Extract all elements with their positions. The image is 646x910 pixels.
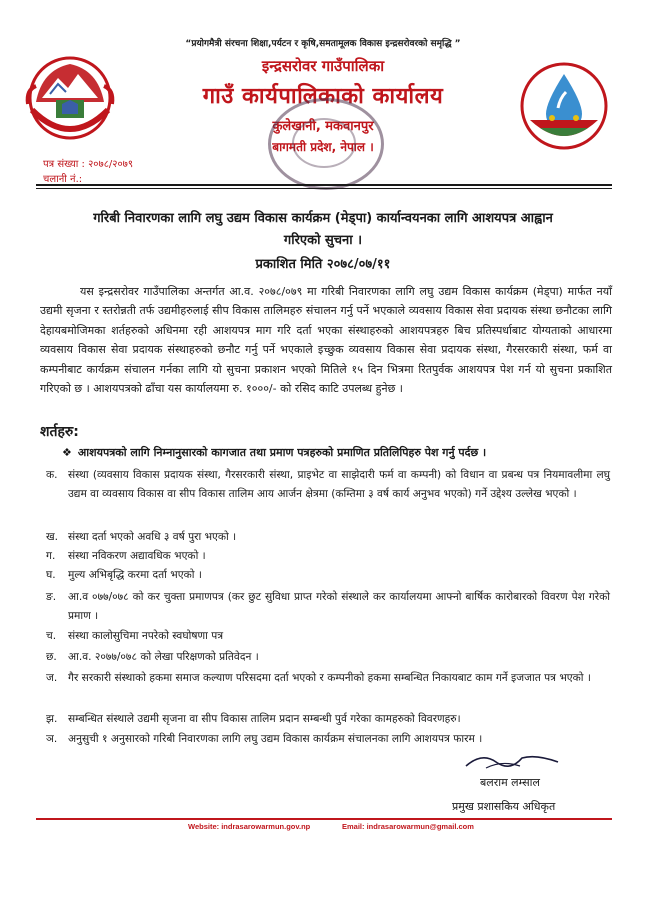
conditions-lead-text: आशयपत्रको लागि निम्नानुसारको कागजात तथा प्रमाण पत्रहरुको प्रमाणित प्रतिलिपिहरु पेश गर्नु पर्दछ । <box>77 446 487 459</box>
condition-text: अनुसुची १ अनुसारको गरिबी निवारणका लागि लघु उद्यम विकास कार्यक्रम संचालनका लागि आशयपत्र फारम । <box>68 733 483 745</box>
condition-item <box>46 566 610 585</box>
condition-text: संस्था कालोसुचिमा नपरेको स्वघोषणा पत्र <box>68 630 224 642</box>
footer-website: Website: indrasarowarmun.gov.np <box>188 822 311 831</box>
condition-label: ग. <box>46 550 56 562</box>
dispatch-number: चलानी नं.: <box>43 174 83 185</box>
header-divider <box>36 184 612 186</box>
condition-item <box>46 627 610 646</box>
condition-label: झ. <box>46 713 58 725</box>
published-date: प्रकाशित मिति २०७८/०७/११ <box>255 257 391 272</box>
municipality-name: इन्द्रसरोवर गाउँपालिका <box>261 57 385 75</box>
notice-title-line2: गरिएको सुचना । <box>283 233 363 248</box>
condition-text: आ.व ०७७/०७८ को कर चुक्ता प्रमाणपत्र (कर छुट सुविधा प्राप्त गरेको संस्थाले कर कार्यालयमा आफ्नो बार्षिक कारोबारको विवरण पेश गरेको प्रमाण । <box>68 591 610 622</box>
condition-item <box>46 669 610 688</box>
office-province: बागमती प्रदेश, नेपाल । <box>272 140 374 154</box>
signature-mark <box>462 748 562 774</box>
condition-item <box>46 466 610 504</box>
office-name: गाउँ कार्यपालिकाको कार्यालय <box>202 84 444 109</box>
diamond-bullet-icon: ❖ <box>62 446 72 459</box>
office-stamp-inner <box>292 118 356 168</box>
condition-item <box>46 730 610 749</box>
letter-ref-number: पत्र संख्या : २०७८/२०७९ <box>43 159 134 170</box>
condition-label: छ. <box>46 651 57 663</box>
condition-label: क. <box>46 469 58 481</box>
condition-text: सम्बन्धित संस्थाले उद्यमी सृजना वा सीप विकास तालिम प्रदान सम्बन्धी पुर्व गरेका कामहरुको विवरणहरु। <box>68 713 461 725</box>
condition-label: ख. <box>46 531 59 543</box>
signatory-name: बलराम लम्साल <box>480 776 540 789</box>
condition-label: ङ. <box>46 591 57 603</box>
condition-label: ज. <box>46 672 58 684</box>
condition-text: संस्था नविकरण अद्यावधिक भएको । <box>68 550 206 562</box>
condition-text: संस्था (व्यवसाय विकास प्रदायक संस्था, गैरसरकारी संस्था, प्राइभेट वा साझेदारी फर्म वा कम्पनी) को विधान वा प्रबन्ध पत्र नियमावलीमा लघु उद्यम वा व्यवसाय विकास वा सीप विकास तालिम आय आर्जन क्षेत्रमा (कम्तिमा ३ वर्ष कार्य अनुभव भएको) गर्ने उद्देश्य उल्लेख भएको । <box>68 469 610 500</box>
condition-item <box>46 648 610 667</box>
notice-title <box>40 208 606 252</box>
notice-title-line1: गरिबी निवारणका लागि लघु उद्यम विकास कार्यक्रम (मेड्पा) कार्यान्वयनका लागि आशयपत्र आह्वान <box>93 211 553 226</box>
office-address: कुलेखानी, मकवानपुर <box>272 119 374 134</box>
footer-email: Email: indrasarowarmun@gmail.com <box>342 822 474 831</box>
condition-item <box>46 710 610 729</box>
footer-divider <box>36 818 612 820</box>
condition-item <box>46 588 610 626</box>
condition-label: ञ. <box>46 733 58 745</box>
condition-text: मुल्य अभिबृद्धि करमा दर्ता भएको । <box>68 569 202 581</box>
condition-text: गैर सरकारी संस्थाको हकमा समाज कल्याण परिसदमा दर्ता भएको र कम्पनीको हकमा सम्बन्धित निकायबाट काम गर्ने इजजात पत्र भएको । <box>68 672 591 684</box>
municipality-motto: “प्रयोगमैत्री संरचना शिक्षा,पर्यटन र कृषि,समतामूलक विकास इन्द्रसरोवरको समृद्धि ” <box>185 39 461 49</box>
condition-text: संस्था दर्ता भएको अवधि ३ वर्ष पुरा भएको । <box>68 531 237 543</box>
signatory-title: प्रमुख प्रशासकिय अधिकृत <box>452 800 556 813</box>
condition-item <box>46 528 610 547</box>
condition-item <box>46 547 610 566</box>
condition-label: च. <box>46 630 57 642</box>
conditions-heading: शर्तहरु: <box>40 424 79 440</box>
condition-text: आ.व. २०७७/०७८ को लेखा परिक्षणको प्रतिवेदन । <box>68 651 259 663</box>
conditions-lead <box>62 445 486 460</box>
header-divider-thin <box>36 188 612 189</box>
condition-label: घ. <box>46 569 56 581</box>
notice-body: यस इन्द्रसरोवर गाउँपालिका अन्तर्गत आ.व. २०७८/०७९ मा गरिबी निवारणका लागि लघु उद्यम विकास कार्यक्रम (मेड्पा) मार्फत नयाँ उद्यमी सृजना र स्तरोन्नती तर्फ उद्यमीहरुलाई सीप विकास तालिमहरु संचालन गर्नु पर्ने भएकाले व्यवसाय विकास सेवा प्रदायक संस्था छनौटका लागि देहायबमोजिमका शर्तहरुको अधिनमा रही आशयपत्र माग गरि दर्ता भएका संस्थाहरुको आशयपत्रहरु बिच प्रतिस्पर्धाबाट योग्यताको आधारमा व्यवसाय विकास सेवा प्रदायक संस्थाहरुको छनौट गर्नु पर्ने भएकाले इच्छुक व्यवसाय विकास सेवा प्रदायक संस्था, गैरसरकारी संस्था, फर्म वा कम्पनीबाट कार्यक्रम संचालन गर्नका लागि यो सुचना प्रकाशन भएको मितिले १५ दिन भित्रमा रितपुर्वक आशयपत्र पेश गर्न यो सुचना प्रकाशित गरिएको छ । आशयपत्रको ढाँचा यस कार्यालयमा रु. १०००/- को रसिद काटि उपलब्ध हुनेछ । <box>40 285 612 396</box>
